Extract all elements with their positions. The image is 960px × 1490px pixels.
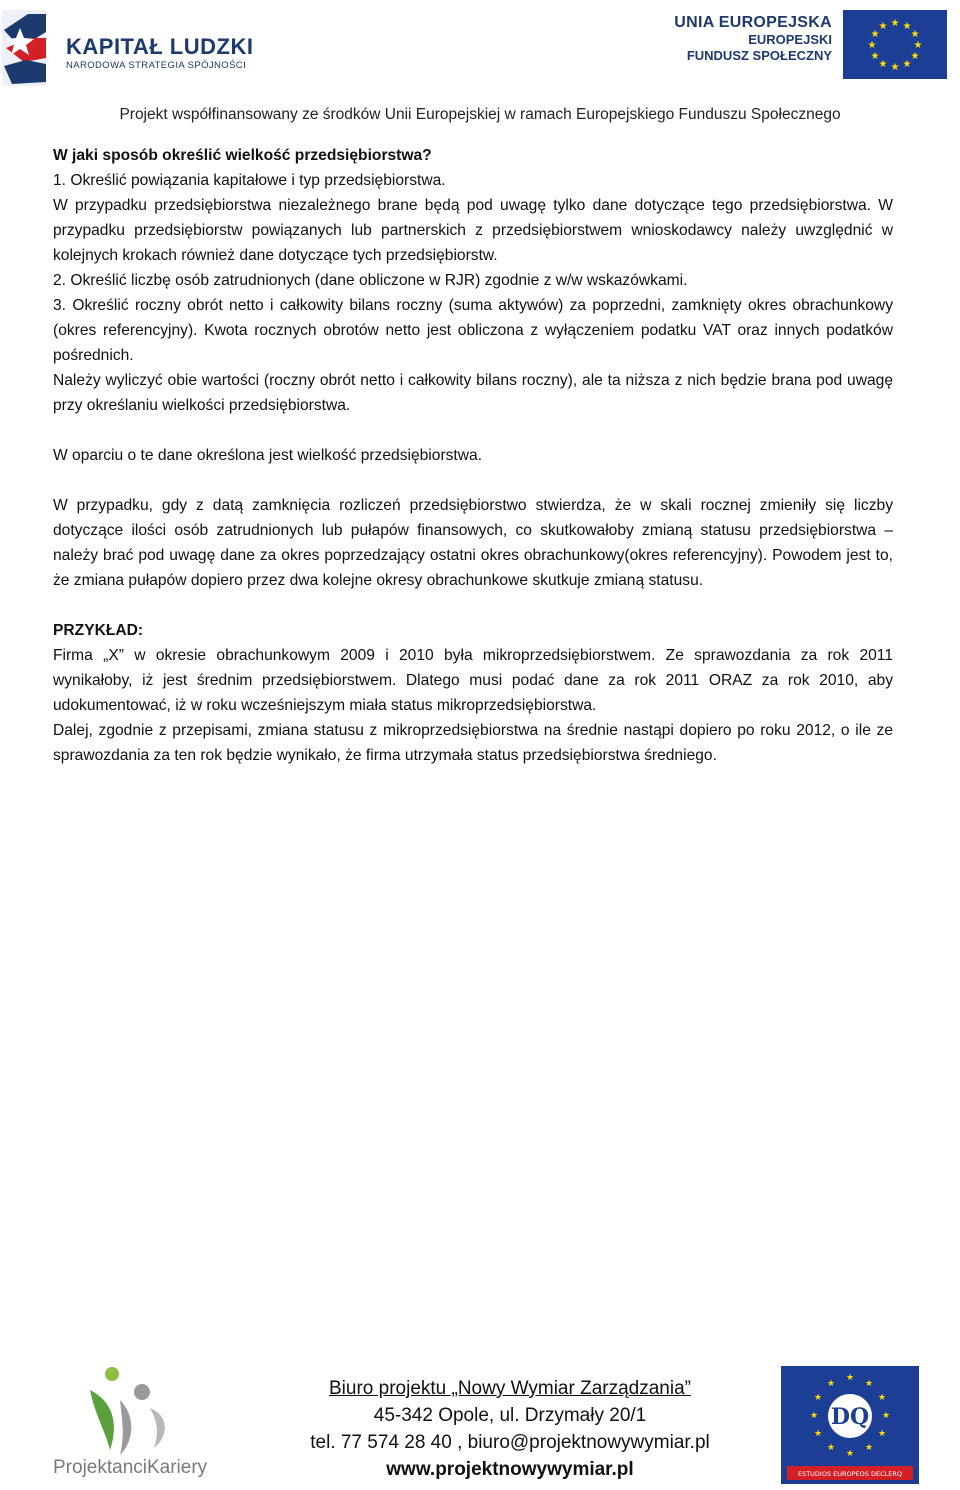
svg-text:★: ★ bbox=[902, 59, 912, 70]
eu-flag-icon bbox=[843, 10, 947, 79]
svg-text:★: ★ bbox=[890, 62, 900, 73]
svg-text:★: ★ bbox=[870, 51, 880, 62]
projektanci-kariery-label: ProjektanciKariery bbox=[53, 1457, 208, 1478]
svg-text:★: ★ bbox=[845, 1373, 855, 1383]
svg-text:★: ★ bbox=[826, 1443, 836, 1453]
example-paragraph-2: Dalej, zgodnie z przepisami, zmiana statusu z mikroprzedsiębiorstwa na średnie nastąpi dopiero po roku 2012, o ile ze sprawozdania za ten rok będzie wynikało, że firma utrzymała status przedsiębiorstwa średniego. bbox=[53, 722, 893, 764]
office-title: Biuro projektu „Nowy Wymiar Zarządzania” bbox=[329, 1378, 691, 1399]
svg-text:★: ★ bbox=[877, 1393, 887, 1403]
kapital-ludzki-subtitle: NARODOWA STRATEGIA SPÓJNOŚCI bbox=[66, 60, 247, 71]
step-3-note: Należy wyliczyć obie wartości (roczny obrót netto i całkowity bilans roczny), ale ta niższa z nich będzie brana pod uwagę przy określaniu wielkości przedsiębiorstwa. bbox=[53, 372, 893, 414]
svg-text:★: ★ bbox=[809, 1411, 819, 1421]
office-address: 45-342 Opole, ul. Drzymały 20/1 bbox=[373, 1405, 647, 1426]
svg-text:★: ★ bbox=[913, 40, 923, 51]
office-contact: tel. 77 574 28 40 , biuro@projektnowywymiar.pl bbox=[310, 1432, 710, 1453]
page-heading: W jaki sposób określić wielkość przedsiębiorstwa? bbox=[53, 147, 432, 164]
document-body bbox=[53, 143, 893, 768]
svg-text:★: ★ bbox=[902, 21, 912, 32]
status-change-paragraph: W przypadku, gdy z datą zamknięcia rozliczeń przedsiębiorstwo stwierdza, że w skali rocznej zmieniły się liczby dotyczące ilości osób zatrudnionych lub pułapów finansowych, co skutkowałoby zmianą statusu przedsiębiorstwa – należy brać pod uwagę dane za okres poprzedzający ostatni okres obrachunkowy(okres referencyjny). Powodem jest to, że zmiana pułapów dopiero przez dwa kolejne okresy obrachunkowe skutkuje zmianą statusu. bbox=[53, 497, 893, 589]
eu-fund-label bbox=[674, 14, 832, 64]
step-1-title: 1. Określić powiązania kapitałowe i typ przedsiębiorstwa. bbox=[53, 172, 446, 189]
svg-text:★: ★ bbox=[881, 1411, 891, 1421]
svg-text:★: ★ bbox=[878, 59, 888, 70]
svg-text:★: ★ bbox=[826, 1379, 836, 1389]
svg-text:★: ★ bbox=[890, 18, 900, 29]
example-label: PRZYKŁAD: bbox=[53, 622, 144, 639]
svg-text:★: ★ bbox=[867, 40, 877, 51]
svg-text:★: ★ bbox=[877, 1429, 887, 1439]
step-3: 3. Określić roczny obrót netto i całkowity bilans roczny (suma aktywów) za poprzedni, zamknięty okres obrachunkowy (okres referencyjny). Kwota rocznych obrotów netto jest obliczona z wyłączeniem podatku VAT oraz innych podatków pośrednich. bbox=[53, 297, 893, 364]
example-paragraph-1: Firma „X” w okresie obrachunkowym 2009 i 2010 była mikroprzedsiębiorstwem. Ze sprawozdania za rok 2011 wynikałoby, iż jest średnim przedsiębiorstwem. Dlatego musi podać dane za rok 2011 ORAZ za rok 2010, aby udokumentować, iż w roku wcześniejszym miała status mikroprzedsiębiorstwa. bbox=[53, 647, 893, 714]
conclusion-paragraph: W oparciu o te dane określona jest wielkość przedsiębiorstwa. bbox=[53, 447, 483, 464]
svg-text:★: ★ bbox=[864, 1443, 874, 1453]
svg-text:★: ★ bbox=[910, 29, 920, 40]
svg-text:DQ: DQ bbox=[830, 1404, 870, 1430]
eu-line-1: UNIA EUROPEJSKA bbox=[674, 14, 832, 31]
kapital-ludzki-title: KAPITAŁ LUDZKI bbox=[66, 34, 254, 59]
svg-text:★: ★ bbox=[870, 29, 880, 40]
svg-text:★: ★ bbox=[864, 1379, 874, 1389]
eu-line-3: FUNDUSZ SPOŁECZNY bbox=[686, 48, 832, 63]
estudios-europeos-logo bbox=[781, 1366, 919, 1484]
svg-text:★: ★ bbox=[813, 1393, 823, 1403]
svg-text:★: ★ bbox=[813, 1429, 823, 1439]
svg-text:★: ★ bbox=[910, 51, 920, 62]
step-1-text: W przypadku przedsiębiorstwa niezależnego brane będą pod uwagę tylko dane dotyczące tego przedsiębiorstwa. W przypadku przedsiębiorstw powiązanych lub partnerskich z przedsiębiorstwem wnioskodawcy należy uwzględnić w kolejnych krokach również dane dotyczące tych przedsiębiorstw. bbox=[53, 197, 893, 264]
step-2: 2. Określić liczbę osób zatrudnionych (dane obliczone w RJR) zgodnie z w/w wskazówkami. bbox=[53, 272, 688, 289]
ede-logo-text: ESTUDIOS EUROPEOS DECLERQ bbox=[797, 1470, 903, 1478]
website-link[interactable]: www.projektnowywymiar.pl bbox=[386, 1459, 634, 1480]
cofinancing-statement: Projekt współfinansowany ze środków Unii Europejskiej w ramach Europejskiego Funduszu Społecznego bbox=[119, 106, 841, 123]
svg-text:★: ★ bbox=[845, 1449, 855, 1459]
eu-line-2: EUROPEJSKI bbox=[748, 32, 832, 47]
svg-text:★: ★ bbox=[878, 21, 888, 32]
